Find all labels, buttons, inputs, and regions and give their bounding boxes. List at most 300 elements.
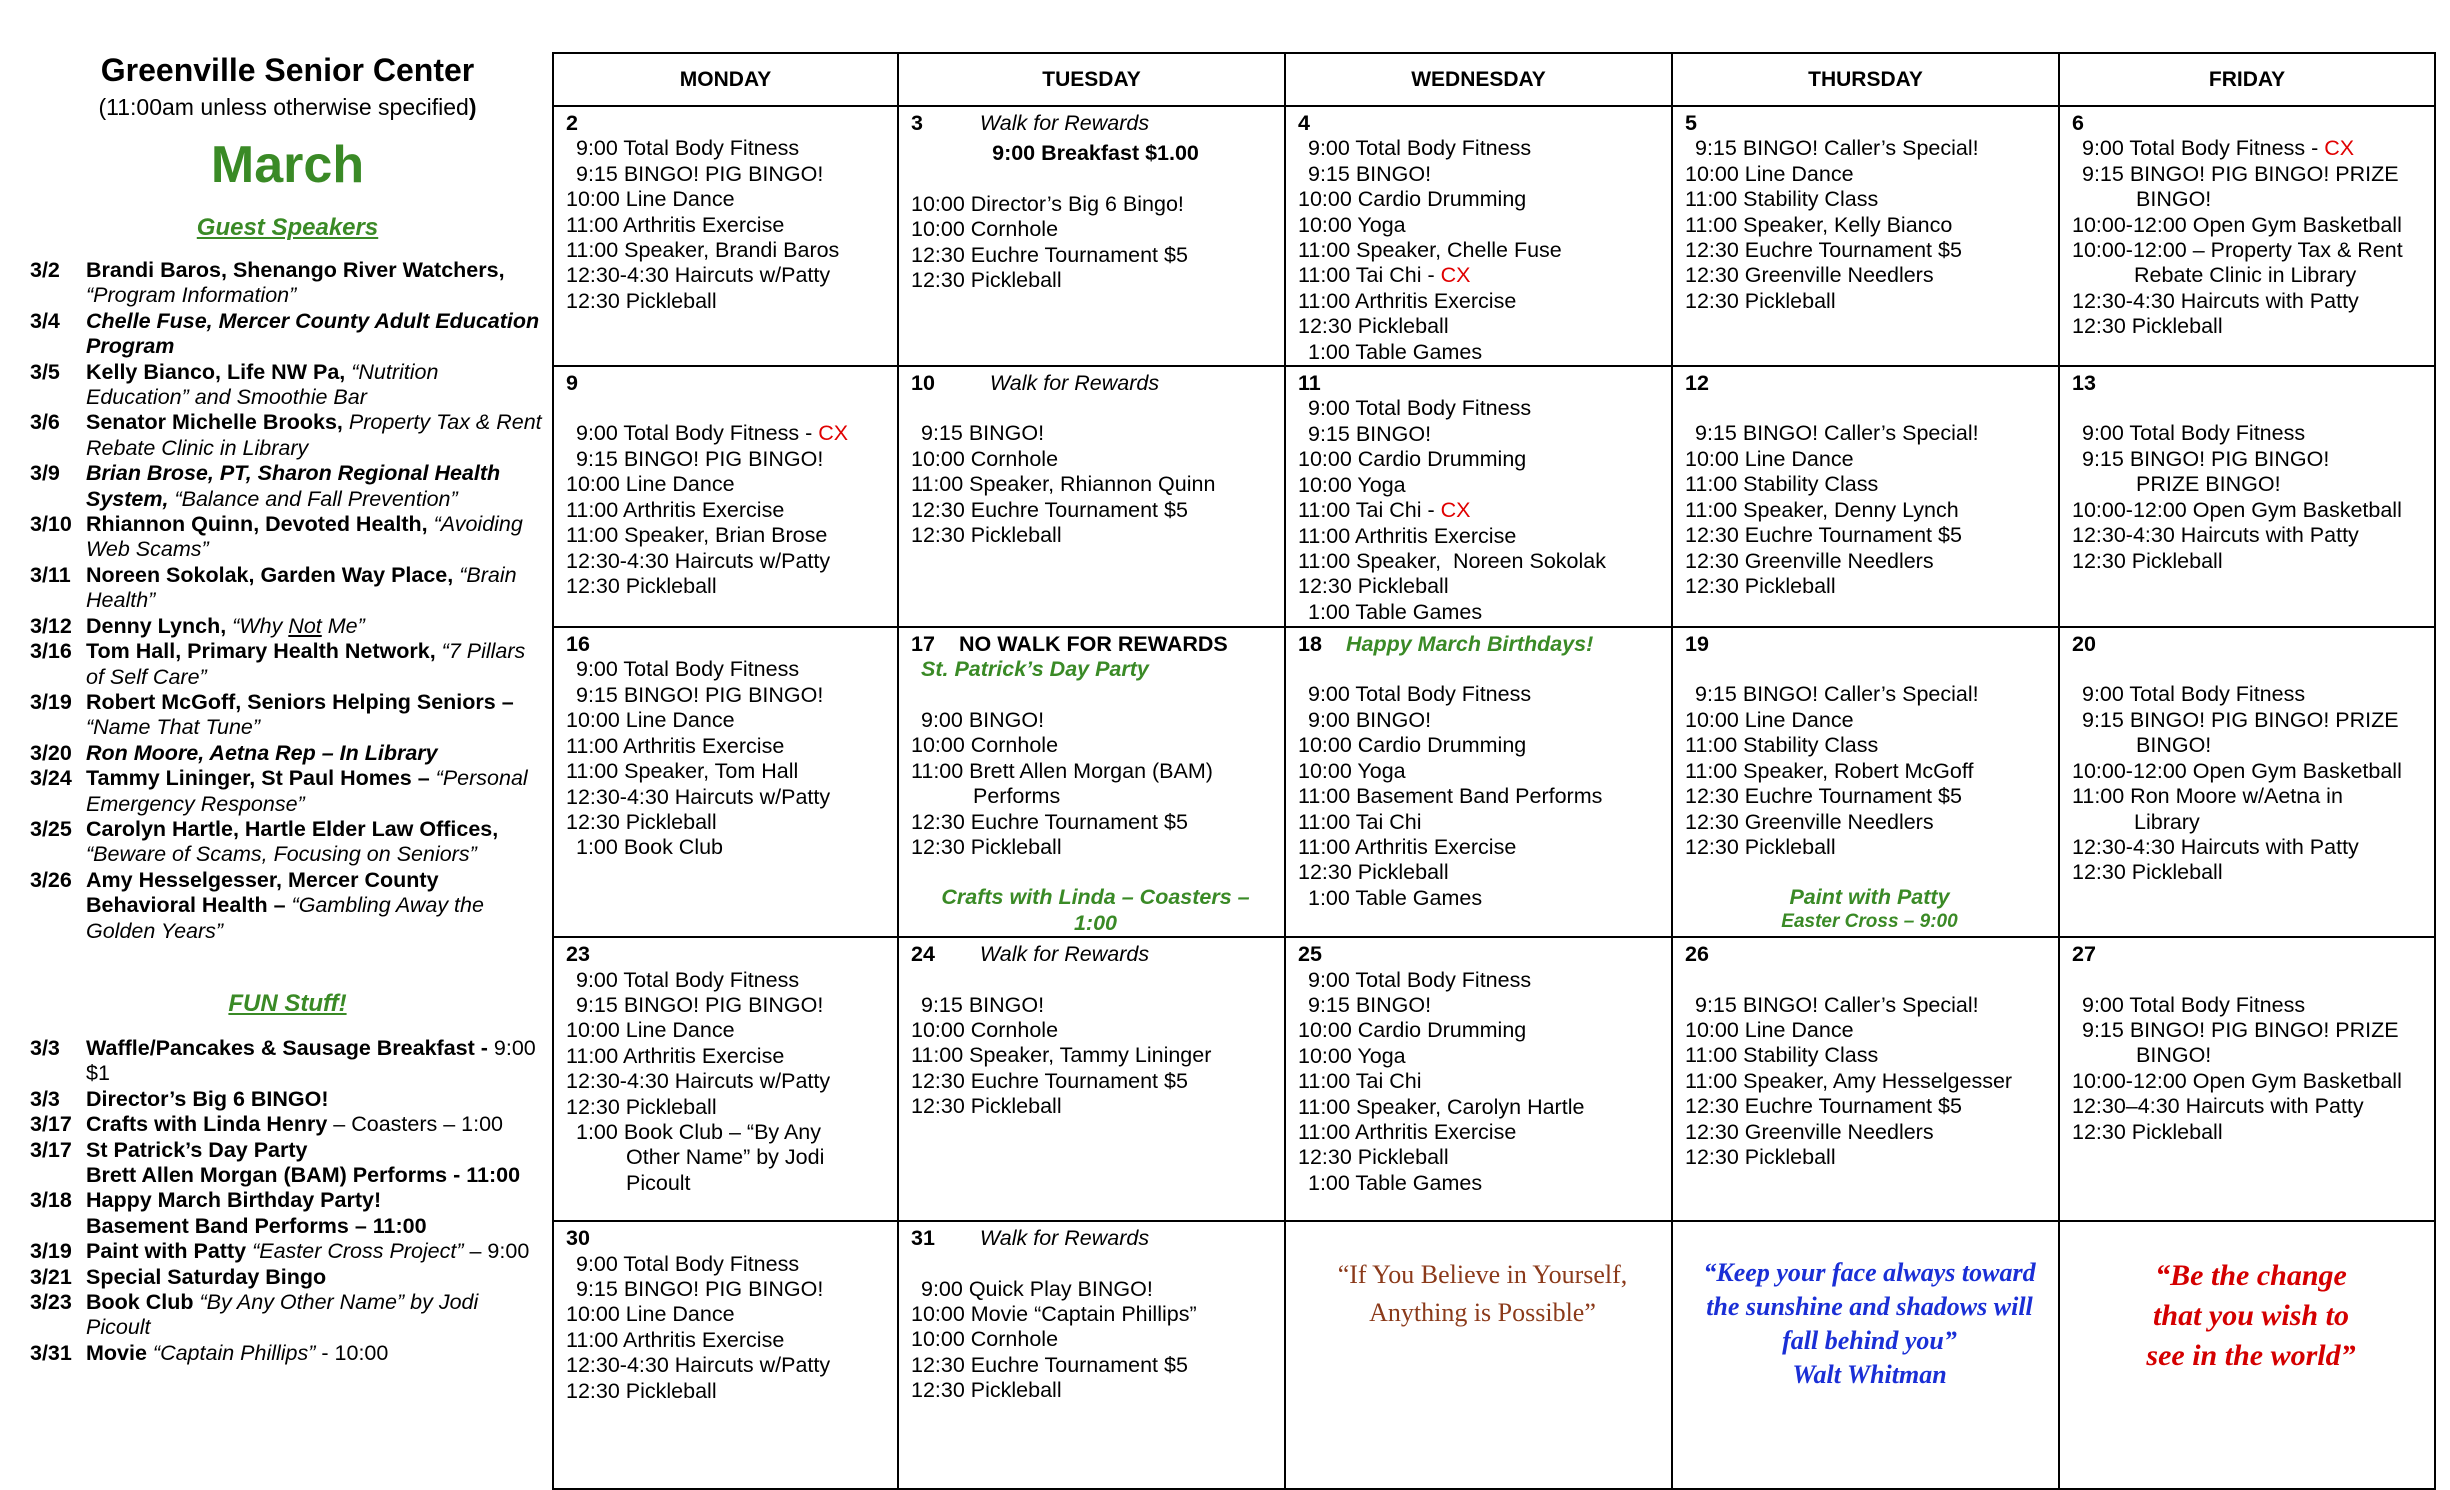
event-text: 11:00 Tai Chi - (1298, 498, 1441, 523)
weekday-header: WEDNESDAY (1285, 53, 1672, 106)
list-text (86, 258, 545, 309)
speaker-item (30, 868, 545, 944)
event: 11:00 Stability Class (1685, 733, 1879, 758)
day-number: 6 (2072, 111, 2084, 135)
week-row (553, 106, 2435, 366)
speaker-item (30, 741, 545, 766)
day-cell (898, 937, 1285, 1221)
cancelled-mark: CX (2324, 136, 2355, 161)
event: 12:30 Euchre Tournament $5 (911, 497, 1188, 522)
speaker-item (30, 461, 545, 512)
day-number: 24 (911, 942, 935, 967)
event: 11:00 Speaker, Robert McGoff (1685, 758, 1974, 783)
text-run: Robert McGoff, Seniors Helping Seniors – (86, 689, 514, 714)
event: 11:00 Speaker, Brian Brose (566, 523, 828, 548)
quote-line: “If You Believe in Yourself, (1337, 1260, 1628, 1290)
day-cell (1285, 627, 1672, 937)
event: 10:00 Cardio Drumming (1298, 447, 1527, 472)
weekday-header: FRIDAY (2059, 53, 2435, 106)
fun-item (30, 1290, 545, 1341)
list-text (86, 614, 545, 639)
event: 9:15 BINGO! PIG BINGO! (576, 446, 824, 471)
month-title: March (210, 136, 365, 194)
list-text (86, 1163, 545, 1188)
day-cell (1285, 937, 1672, 1221)
day-number: 26 (1685, 942, 1709, 967)
walk-for-rewards: Walk for Rewards (979, 111, 1150, 135)
list-text (86, 1341, 545, 1366)
fun-item (30, 1341, 545, 1366)
text-run: Movie (86, 1340, 153, 1365)
list-text (86, 563, 545, 614)
quote-line: fall behind you” (1782, 1326, 1957, 1356)
event: 9:00 Total Body Fitness (1308, 396, 1532, 421)
text-run: Happy March Birthday Party! (86, 1188, 382, 1213)
event: 10:00 Yoga (1298, 472, 1406, 497)
event: 12:30 Pickleball (911, 268, 1062, 293)
text-run: Not (288, 613, 322, 638)
event: 9:15 BINGO! (1308, 161, 1432, 186)
event: 9:00 BINGO! (921, 707, 1045, 732)
event: 11:00 Arthritis Exercise (1298, 523, 1517, 548)
event: 12:30 Pickleball (2072, 1119, 2223, 1144)
day-cell (553, 937, 898, 1221)
event: 11:00 Arthritis Exercise (566, 1043, 785, 1068)
event: 9:15 BINGO! PIG BINGO! PRIZE (2082, 707, 2399, 732)
event: 9:15 BINGO! (921, 421, 1045, 446)
event: 10:00-12:00 – Property Tax & Rent (2072, 238, 2403, 263)
speaker-item (30, 563, 545, 614)
event: 11:00 Tai Chi (1298, 1069, 1422, 1094)
text-run: Paint with Patty (86, 1239, 253, 1264)
quote-line: that you wish to (2153, 1299, 2349, 1333)
day-number: 18 (1298, 632, 1322, 657)
subtitle-text: (11:00am unless otherwise specified (98, 94, 469, 120)
event: BINGO! (2136, 1043, 2212, 1068)
list-date: 3/16 (30, 639, 72, 664)
text-run: Crafts with Linda Henry (86, 1112, 334, 1137)
fun-item (30, 1138, 545, 1163)
event: 12:30-4:30 Haircuts w/Patty (566, 784, 831, 809)
speaker-item (30, 690, 545, 741)
event: 10:00 Cardio Drumming (1298, 1018, 1527, 1043)
event: 12:30 Euchre Tournament $5 (1685, 1094, 1962, 1119)
event: 9:00 Total Body Fitness (1308, 967, 1532, 992)
event-text: 9:00 Total Body Fitness - (2082, 136, 2325, 161)
text-run: Special Saturday Bingo (86, 1264, 327, 1289)
list-date: 3/17 (30, 1112, 72, 1137)
list-text (86, 690, 545, 741)
event: 10:00 Line Dance (1685, 1017, 1854, 1042)
day-number: 11 (1298, 371, 1321, 396)
text-run: Noreen Sokolak, Garden Way Place, (86, 562, 460, 587)
event: 11:00 Arthritis Exercise (566, 212, 785, 237)
list-date: 3/21 (30, 1264, 72, 1289)
event: 12:30 Euchre Tournament $5 (911, 242, 1188, 267)
event: 12:30 Pickleball (1298, 574, 1449, 599)
list-date: 3/10 (30, 512, 72, 537)
text-run: “Beware of Scams, Focusing on Seniors” (86, 842, 477, 867)
text-run: 9:00 $1 (86, 1036, 536, 1086)
day-number: 25 (1298, 942, 1322, 967)
fun-item (30, 1239, 545, 1264)
speaker-item (30, 614, 545, 639)
event: 10:00 Yoga (1298, 1043, 1406, 1068)
calendar-grid (552, 52, 2436, 1490)
weekday-header: TUESDAY (898, 53, 1285, 106)
text-run: “Gambling Away the Golden Years” (86, 893, 484, 943)
day-cell (1672, 366, 2059, 627)
event: 10:00 Cardio Drumming (1298, 733, 1527, 758)
event: 9:00 Quick Play BINGO! (921, 1276, 1153, 1301)
list-date (30, 1214, 86, 1239)
list-text (86, 639, 545, 690)
event: 11:00 Basement Band Performs (1298, 784, 1603, 809)
list-date: 3/3 (30, 1036, 60, 1060)
event: 11:00 Speaker, Chelle Fuse (1298, 238, 1562, 263)
event: 10:00-12:00 Open Gym Basketball (2072, 758, 2402, 783)
event: 12:30-4:30 Haircuts w/Patty (566, 1353, 831, 1378)
day-cell (553, 366, 898, 627)
event: 9:15 BINGO! PIG BINGO! (2082, 446, 2330, 471)
event: Picoult (626, 1170, 691, 1195)
event: 12:30 Euchre Tournament $5 (1685, 784, 1962, 809)
list-date (30, 1163, 86, 1188)
event: 11:00 Speaker, Carolyn Hartle (1298, 1094, 1585, 1119)
event: 10:00 Cornhole (911, 1017, 1059, 1042)
event: 11:00 Speaker, Rhiannon Quinn (911, 472, 1216, 497)
event: 11:00 Arthritis Exercise (566, 733, 785, 758)
weekday-header: THURSDAY (1672, 53, 2059, 106)
event: 1:00 Table Games (1308, 339, 1483, 364)
event: 10:00 Line Dance (566, 472, 735, 497)
event: 12:30 Pickleball (2072, 314, 2223, 339)
event: 10:00 Cardio Drumming (1298, 187, 1527, 212)
event-text: 9:00 Total Body Fitness - (576, 421, 819, 446)
event: 10:00 Cornhole (911, 446, 1059, 471)
day-number: 23 (566, 942, 590, 967)
event: 9:00 Total Body Fitness (576, 136, 800, 161)
event: 10:00 Yoga (1298, 212, 1406, 237)
list-date: 3/25 (30, 816, 72, 841)
event: 9:00 Total Body Fitness (576, 1251, 800, 1276)
event: 12:30 Pickleball (566, 288, 717, 313)
event: 11:00 Arthritis Exercise (1298, 288, 1517, 313)
list-text (86, 766, 545, 817)
text-run: “By Any Other Name” by Jodi Picoult (86, 1290, 479, 1340)
day-number: 12 (1685, 371, 1709, 396)
event: 11:00 Arthritis Exercise (1298, 1119, 1517, 1144)
event: 10:00 Line Dance (1685, 707, 1854, 732)
text-run: Property Tax & Rent Rebate Clinic in Library (86, 410, 542, 460)
event (1298, 498, 1667, 523)
text-run: Tammy Lininger, St Paul Homes – (86, 766, 436, 791)
list-text (86, 1239, 545, 1264)
event: 12:30-4:30 Haircuts with Patty (2072, 288, 2359, 313)
event: 11:00 Arthritis Exercise (566, 497, 785, 522)
event: PRIZE BINGO! (2136, 472, 2281, 497)
event: 10:00 Cornhole (911, 1327, 1059, 1352)
event: 12:30-4:30 Haircuts w/Patty (566, 548, 831, 573)
event: 9:15 BINGO! Caller’s Special! (1695, 682, 1979, 707)
event: 1:00 Table Games (1308, 599, 1483, 624)
event: 9:00 BINGO! (1308, 707, 1432, 732)
event: 11:00 Arthritis Exercise (566, 1327, 785, 1352)
day-number: 30 (566, 1226, 590, 1251)
event: 10:00-12:00 Open Gym Basketball (2072, 1068, 2402, 1093)
day-number: 5 (1685, 111, 1697, 135)
day-number: 13 (2072, 371, 2096, 396)
event (1298, 263, 1667, 288)
text-run: Director’s Big 6 BINGO! (86, 1086, 329, 1111)
cancelled-mark: CX (1440, 263, 1471, 288)
day-cell (898, 106, 1285, 366)
quote-cell (1672, 1221, 2059, 1489)
list-date: 3/23 (30, 1290, 72, 1315)
day-cell (1672, 106, 2059, 366)
quote-cell (1285, 1221, 1672, 1489)
event (2072, 136, 2430, 161)
day-number: 4 (1298, 111, 1310, 135)
speaker-item (30, 309, 545, 360)
event: 9:00 Total Body Fitness (2082, 421, 2306, 446)
quote-sunshine (1685, 1226, 2054, 1392)
event: 9:15 BINGO! PIG BINGO! (576, 682, 824, 707)
text-run: “Why (232, 613, 289, 638)
event: 11:00 Speaker, Denny Lynch (1685, 497, 1959, 522)
day-cell (2059, 937, 2435, 1221)
event: 12:30 Pickleball (1685, 288, 1836, 313)
text-run: Ron Moore, Aetna Rep – In Library (86, 740, 438, 765)
event: 12:30 Pickleball (911, 834, 1062, 859)
event: 10:00 Line Dance (1685, 446, 1854, 471)
day-cell (1285, 366, 1672, 627)
event: 9:15 BINGO! PIG BINGO! (576, 1276, 824, 1301)
list-date: 3/9 (30, 461, 60, 486)
quote-author: Walt Whitman (1792, 1360, 1947, 1390)
list-date: 3/6 (30, 410, 60, 435)
event: 12:30 Pickleball (1685, 1144, 1836, 1169)
paint-event: Paint with Patty (1789, 885, 1950, 910)
week-row (553, 366, 2435, 627)
list-text (86, 360, 545, 411)
list-text (86, 410, 545, 461)
event: 12:30-4:30 Haircuts with Patty (2072, 834, 2359, 859)
text-run: Rhiannon Quinn, Devoted Health, (86, 512, 434, 537)
event: 9:00 Total Body Fitness (1308, 136, 1532, 161)
day-number: 10 (911, 371, 935, 396)
speaker-item (30, 766, 545, 817)
day-number: 3 (911, 111, 923, 135)
speaker-item (30, 410, 545, 461)
fun-stuff-list (30, 1036, 545, 1366)
event: 11:00 Speaker, Amy Hesselgesser (1685, 1068, 2013, 1093)
list-date: 3/2 (30, 258, 60, 282)
list-date: 3/19 (30, 689, 72, 714)
fun-item (30, 1163, 545, 1188)
event: 11:00 Speaker, Tom Hall (566, 759, 799, 784)
guest-speakers-heading: Guest Speakers (196, 214, 379, 241)
day-cell (898, 1221, 1285, 1489)
text-run: Brett Allen Morgan (BAM) Performs - 11:00 (86, 1163, 521, 1188)
event: 12:30 Pickleball (566, 809, 717, 834)
day-cell (2059, 627, 2435, 937)
event: 11:00 Stability Class (1685, 187, 1879, 212)
event-text: 11:00 Tai Chi - (1298, 263, 1441, 288)
event: 9:00 Total Body Fitness (2082, 682, 2306, 707)
text-run: Brandi Baros, Shenango River Watchers, (86, 258, 505, 282)
list-date: 3/19 (30, 1239, 72, 1264)
quote-believe (1298, 1226, 1667, 1332)
speaker-item (30, 512, 545, 563)
day-cell (2059, 106, 2435, 366)
quote-line: see in the world” (2146, 1339, 2356, 1373)
event: 10:00 Movie “Captain Phillips” (911, 1301, 1197, 1326)
day-cell (553, 1221, 898, 1489)
list-text (86, 1138, 545, 1163)
day-number: 9 (566, 371, 578, 396)
text-run: “Balance and Fall Prevention” (174, 486, 458, 511)
fun-item (30, 1214, 545, 1239)
event: Performs (973, 784, 1061, 809)
text-run: - 10:00 (315, 1340, 389, 1365)
event: 9:15 BINGO! (1308, 992, 1432, 1017)
quote-line: Anything is Possible” (1369, 1298, 1596, 1328)
text-run: Carolyn Hartle, Hartle Elder Law Offices, (86, 816, 499, 841)
text-run: “Nutrition Education” and Smoothie Bar (86, 359, 439, 410)
day-number: 17 (911, 632, 935, 657)
event: 11:00 Stability Class (1685, 472, 1879, 497)
event: 11:00 Speaker, Kelly Bianco (1685, 212, 1953, 237)
list-text (86, 309, 545, 360)
event: 12:30 Pickleball (1298, 860, 1449, 885)
text-run: – 9:00 (463, 1239, 530, 1264)
event: 9:15 BINGO! PIG BINGO! PRIZE (2082, 161, 2399, 186)
event: 12:30 Greenville Needlers (1685, 263, 1934, 288)
event: 9:15 BINGO! Caller’s Special! (1695, 136, 1979, 161)
week-row (553, 1221, 2435, 1489)
org-subtitle (0, 94, 575, 121)
paint-event-detail: Easter Cross – 9:00 (1781, 910, 1958, 932)
event: 9:00 Total Body Fitness (1308, 682, 1532, 707)
quote-cell (2059, 1221, 2435, 1489)
text-run: “Name That Tune” (86, 715, 261, 740)
text-run: Me” (321, 613, 365, 638)
event: 1:00 Table Games (1308, 1170, 1483, 1195)
text-run: Denny Lynch, (86, 613, 233, 638)
event: 9:15 BINGO! PIG BINGO! (576, 992, 824, 1017)
fun-item (30, 1036, 545, 1087)
text-run: Amy Hesselgesser, Mercer County Behavioral Health – (86, 867, 439, 918)
list-text (86, 512, 545, 563)
fun-item (30, 1112, 545, 1137)
event: 11:00 Ron Moore w/Aetna in (2072, 784, 2343, 809)
breakfast-event: 9:00 Breakfast $1.00 (992, 141, 1199, 166)
quote-change (2072, 1226, 2430, 1376)
event: BINGO! (2136, 733, 2212, 758)
event: 12:30 Pickleball (1298, 314, 1449, 339)
week-row (553, 627, 2435, 937)
list-text (86, 741, 545, 766)
text-run: Chelle Fuse, Mercer County Adult Education Program (86, 308, 540, 359)
day-cell (898, 366, 1285, 627)
event: 12:30 Greenville Needlers (1685, 548, 1934, 573)
event: 12:30 Euchre Tournament $5 (911, 809, 1188, 834)
event: 9:15 BINGO! Caller’s Special! (1695, 992, 1979, 1017)
list-date: 3/24 (30, 766, 72, 791)
event: 9:15 BINGO! PIG BINGO! (576, 161, 824, 186)
walk-for-rewards: Walk for Rewards (989, 371, 1160, 396)
event: 10:00 Cornhole (911, 733, 1059, 758)
list-date: 3/5 (30, 359, 60, 384)
event: 10:00 Line Dance (566, 1302, 735, 1327)
event: 11:00 Speaker, Noreen Sokolak (1298, 548, 1606, 573)
event: 12:30 Pickleball (1685, 834, 1836, 859)
event: 11:00 Speaker, Tammy Lininger (911, 1043, 1212, 1068)
list-text (86, 868, 545, 944)
event: 10:00 Line Dance (566, 1018, 735, 1043)
list-date: 3/4 (30, 308, 60, 333)
list-text (86, 1188, 545, 1213)
speaker-item (30, 639, 545, 690)
list-date: 3/31 (30, 1340, 72, 1365)
text-run: “Personal Emergency Response” (86, 766, 528, 816)
event: 10:00 Line Dance (1685, 161, 1854, 186)
weekday-header-row (553, 53, 2435, 106)
list-date: 3/17 (30, 1137, 72, 1162)
quote-line: “Be the change (2155, 1259, 2347, 1293)
event: 10:00 Yoga (1298, 758, 1406, 783)
text-run: “Brain Health” (86, 562, 517, 613)
speaker-item (30, 360, 545, 411)
list-text (86, 1087, 545, 1112)
event: 12:30 Greenville Needlers (1685, 1119, 1934, 1144)
fun-item (30, 1188, 545, 1213)
week-row (553, 937, 2435, 1221)
text-run: Brian Brose, PT, Sharon Regional Health System, (86, 461, 501, 511)
event: 12:30-4:30 Haircuts w/Patty (566, 1069, 831, 1094)
event: 12:30 Pickleball (2072, 548, 2223, 573)
no-walk-notice: NO WALK FOR REWARDS (959, 632, 1228, 657)
event: 10:00-12:00 Open Gym Basketball (2072, 212, 2402, 237)
list-text (86, 1290, 545, 1341)
day-cell (1672, 937, 2059, 1221)
event: 9:15 BINGO! (921, 992, 1045, 1017)
org-title: Greenville Senior Center (100, 52, 475, 88)
event: 11:00 Speaker, Brandi Baros (566, 238, 840, 263)
event: 10:00 Line Dance (566, 187, 735, 212)
event: 12:30 Pickleball (1685, 573, 1836, 598)
event: 11:00 Brett Allen Morgan (BAM) (911, 758, 1213, 783)
speaker-item (30, 258, 545, 309)
list-date: 3/3 (30, 1086, 60, 1111)
event: 10:00 Cornhole (911, 217, 1059, 242)
day-cell (553, 627, 898, 937)
day-number: 2 (566, 111, 578, 135)
list-date: 3/26 (30, 867, 72, 892)
day-cell (553, 106, 898, 366)
event: BINGO! (2136, 187, 2212, 212)
quote-line: the sunshine and shadows will (1706, 1292, 2033, 1322)
text-run: Waffle/Pancakes & Sausage Breakfast - (86, 1036, 494, 1060)
walk-for-rewards: Walk for Rewards (979, 942, 1150, 967)
list-text (86, 1036, 545, 1087)
event: 9:00 Total Body Fitness (2082, 992, 2306, 1017)
list-date: 3/11 (30, 562, 71, 587)
text-run: Senator Michelle Brooks, (86, 410, 349, 435)
event (566, 421, 893, 446)
quote-line: “Keep your face always toward (1703, 1258, 2036, 1288)
